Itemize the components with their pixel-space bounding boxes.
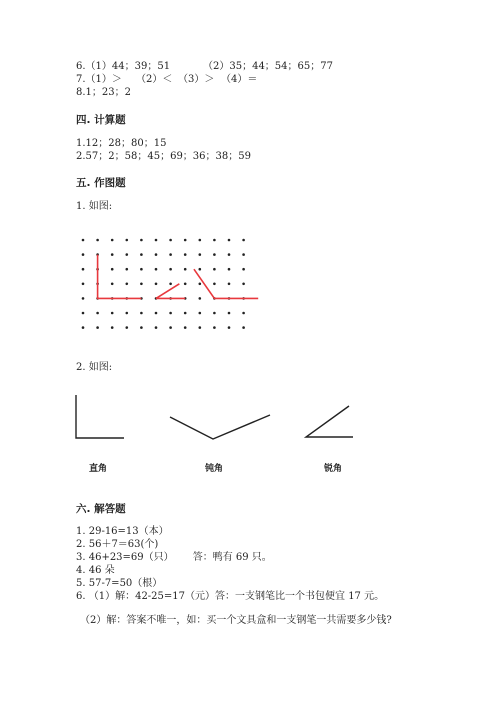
section6-line-1: 1. 29-16=13（本） (76, 526, 169, 537)
grid-dot (155, 239, 158, 242)
grid-dot (228, 239, 231, 242)
section6-heading: 六. 解答题 (76, 503, 126, 515)
grid-dot (111, 253, 114, 256)
obtuse-angle-figure (165, 410, 275, 445)
grid-dot (228, 283, 231, 286)
grid-dot (126, 268, 129, 271)
grid-dot (184, 253, 187, 256)
grid-dot (126, 253, 129, 256)
grid-dot (155, 253, 158, 256)
grid-dot (82, 283, 85, 286)
grid-dot (82, 297, 85, 300)
section6-line-4: 4. 46 朵 (76, 565, 115, 576)
grid-dot (228, 268, 231, 271)
grid-dot (213, 239, 216, 242)
grid-dot (242, 239, 245, 242)
grid-dot (213, 283, 216, 286)
right-angle-figure (70, 390, 130, 445)
grid-dot (199, 326, 202, 329)
grid-dot (184, 312, 187, 315)
grid-dot (242, 326, 245, 329)
grid-dot (169, 253, 172, 256)
grid-dot (140, 326, 143, 329)
grid-dot (169, 268, 172, 271)
section4-line-2: 2.57；2；58；45；69；36；38；59 (76, 151, 251, 162)
acute-angle-label: 锐角 (324, 464, 343, 474)
grid-dot (184, 326, 187, 329)
grid-dot (111, 326, 114, 329)
grid-dot (213, 253, 216, 256)
grid-dot (242, 312, 245, 315)
grid-dot (82, 326, 85, 329)
grid-dot (126, 239, 129, 242)
answer-6-part1: 6.（1）44；39；51 (76, 61, 171, 72)
grid-dot (169, 312, 172, 315)
grid-dot (228, 326, 231, 329)
grid-dot (82, 253, 85, 256)
obtuse-angle-label: 钝角 (205, 464, 224, 474)
grid-dot (199, 253, 202, 256)
grid-dot (155, 268, 158, 271)
grid-dot (96, 326, 99, 329)
grid-dot (96, 312, 99, 315)
grid-dot (228, 253, 231, 256)
answer-7-part2: （2）＜ (136, 74, 173, 85)
grid-dot (213, 312, 216, 315)
grid-dot (140, 239, 143, 242)
grid-dot (82, 268, 85, 271)
answer-6-part2: （2）35；44；54；65；77 (203, 61, 333, 72)
answer-7-part3: （3）＞ (178, 74, 215, 85)
section6-line-3: 3. 46+23=69（只） 答：鸭有 69 只。 (76, 552, 272, 563)
grid-dot (184, 268, 187, 271)
section4-heading: 四. 计算题 (76, 114, 126, 126)
obtuse-angle-drawing (194, 269, 258, 298)
grid-dot (126, 312, 129, 315)
grid-dot (111, 312, 114, 315)
grid-dot (169, 326, 172, 329)
grid-dot (184, 239, 187, 242)
grid-dot (155, 326, 158, 329)
grid-dot (199, 239, 202, 242)
dot-grid-figure (70, 230, 260, 340)
grid-dot (140, 268, 143, 271)
grid-dot (140, 253, 143, 256)
grid-dot (228, 312, 231, 315)
grid-dot (126, 283, 129, 286)
section4-line-1: 1.12；28；80；15 (76, 138, 167, 149)
grid-dot (82, 312, 85, 315)
grid-dot (199, 283, 202, 286)
right-angle-label: 直角 (89, 464, 108, 474)
grid-dot (111, 268, 114, 271)
grid-dot (213, 326, 216, 329)
grid-dot (199, 297, 202, 300)
right-angle-drawing (98, 255, 142, 299)
grid-dot (169, 283, 172, 286)
section5-heading: 五. 作图题 (76, 177, 126, 189)
acute-angle-figure (300, 400, 355, 445)
grid-dot (155, 312, 158, 315)
grid-dot (184, 283, 187, 286)
grid-dot (242, 268, 245, 271)
grid-dot (111, 239, 114, 242)
answer-7-part4: （4）＝ (221, 74, 258, 85)
section6-line-6: 6. （1）解：42-25=17（元）答：一支钢笔比一个书包便宜 17 元。 (76, 591, 385, 602)
acute-angle-arm-b (156, 284, 179, 299)
section6-line-7: （2）解：答案不唯一，如：买一个文具盒和一支钢笔一共需要多少钱? (80, 615, 392, 626)
section6-line-5: 5. 57-7=50（根） (76, 578, 163, 589)
grid-dot (140, 312, 143, 315)
grid-dot (96, 239, 99, 242)
grid-dot (242, 283, 245, 286)
grid-dot (82, 239, 85, 242)
answer-8: 8.1；23；2 (76, 87, 131, 98)
grid-dot (213, 268, 216, 271)
grid-dot (111, 283, 114, 286)
section5-item2: 2. 如图: (76, 362, 113, 373)
grid-dot (242, 253, 245, 256)
answer-7-part1: 7.（1）＞ (76, 74, 122, 85)
grid-dot (199, 268, 202, 271)
grid-dot (199, 312, 202, 315)
grid-dot (155, 283, 158, 286)
grid-dot (126, 326, 129, 329)
section6-line-2: 2. 56＋7＝63(个) (76, 539, 159, 550)
section5-item1: 1. 如图: (76, 201, 113, 212)
grid-dot (169, 239, 172, 242)
grid-dot (140, 283, 143, 286)
